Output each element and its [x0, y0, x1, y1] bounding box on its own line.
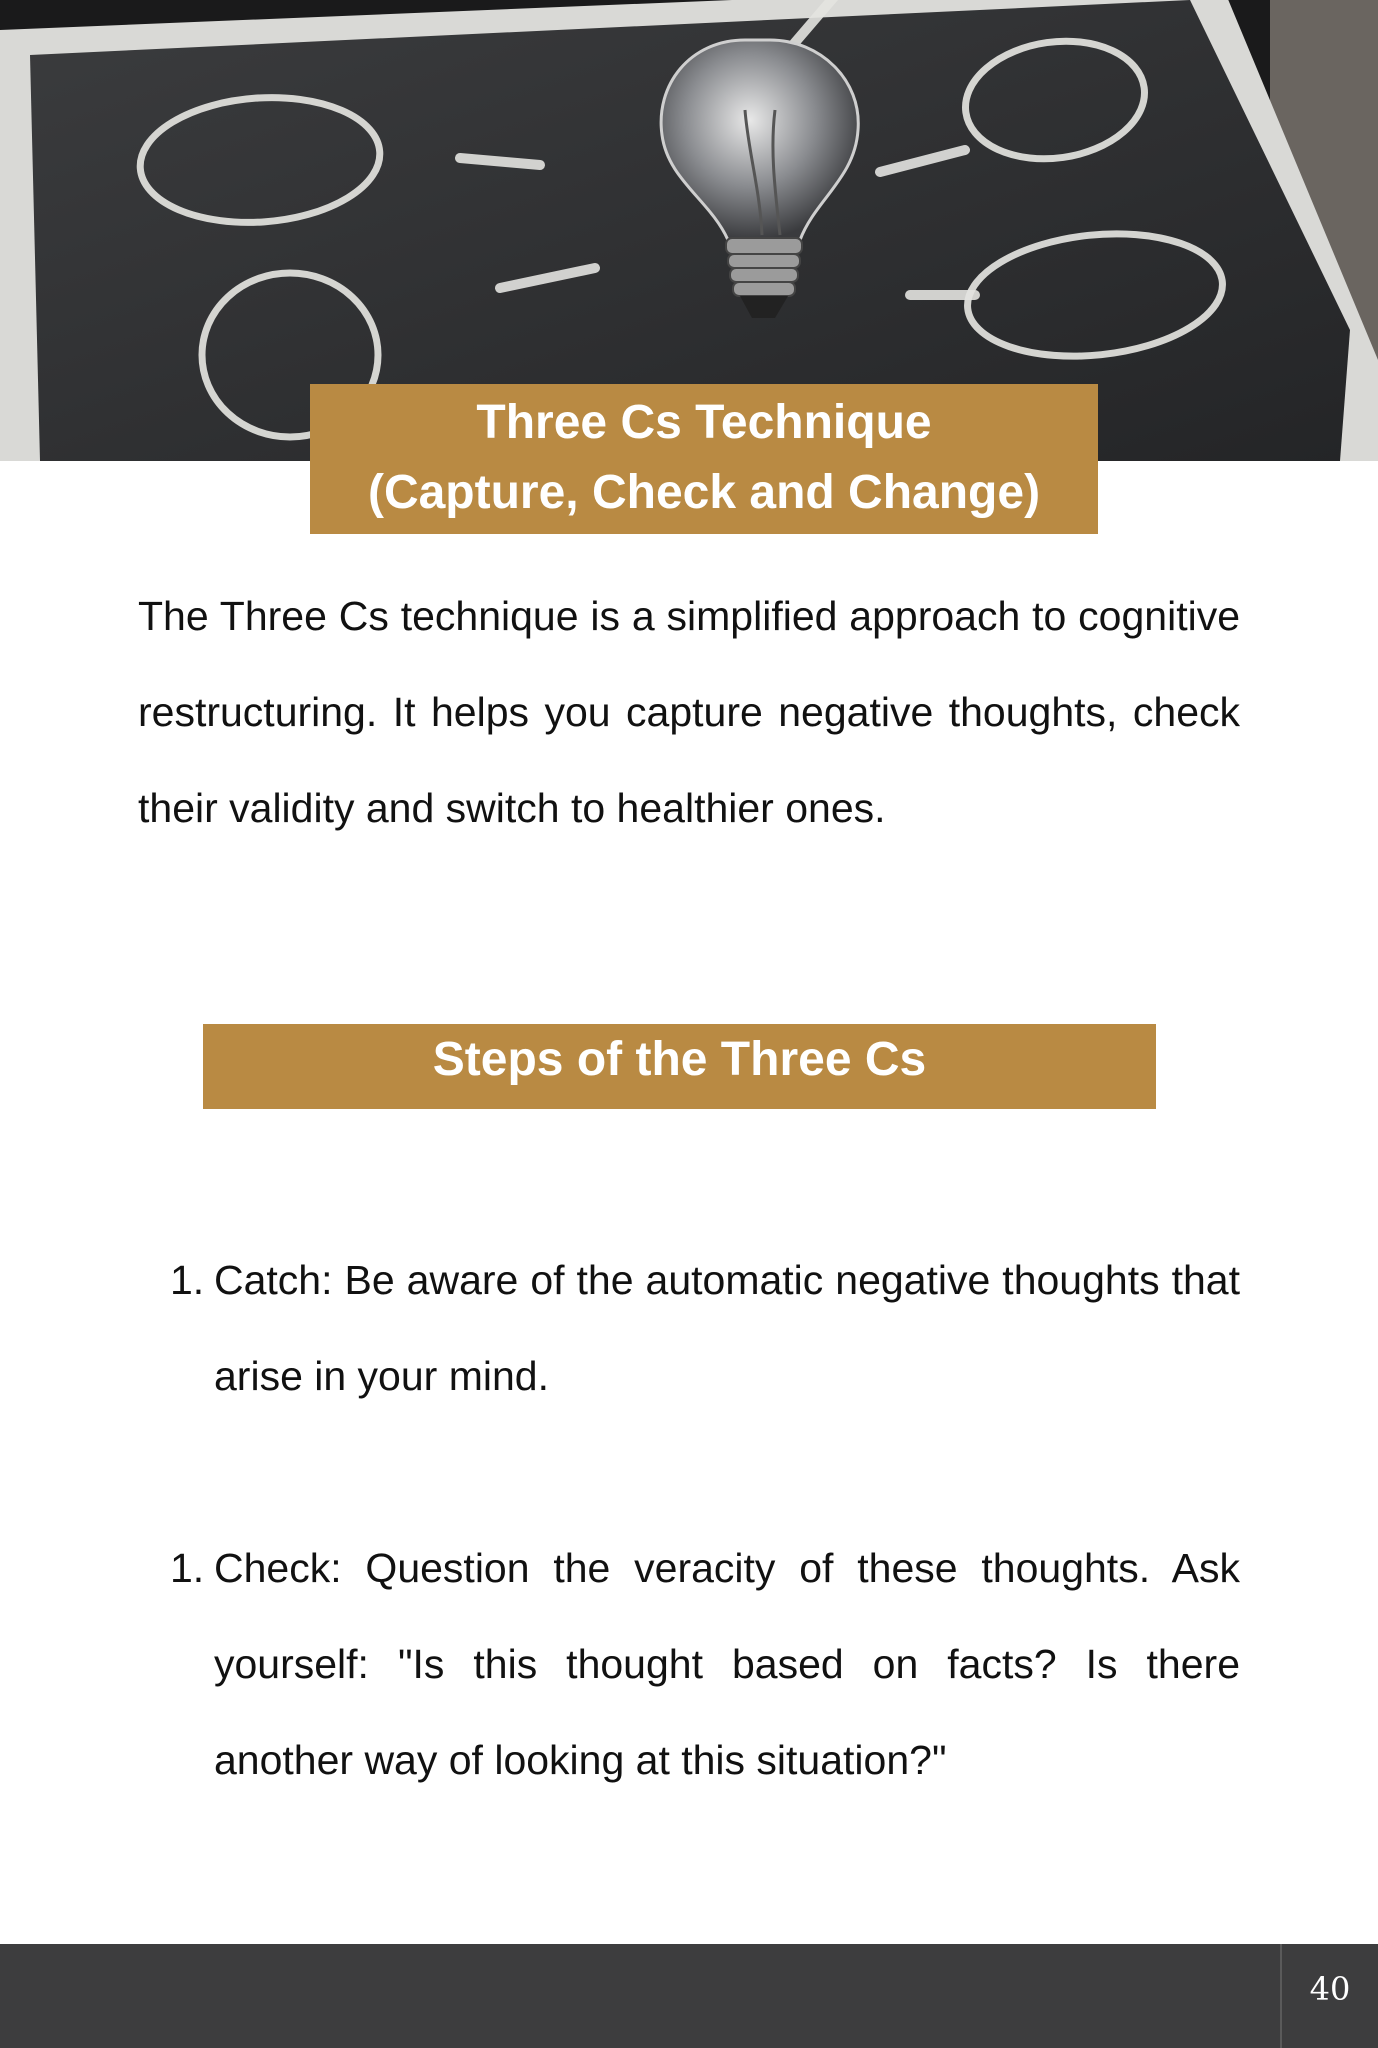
page-footer: [0, 1944, 1378, 2048]
intro-paragraph: The Three Cs technique is a simplified approach to cognitive restructuring. It helps you capture negative thoughts, check their validity and switch to healthier ones.: [138, 593, 1240, 831]
page-title-line-2: (Capture, Check and Change): [367, 466, 1041, 519]
page-title-line-1: Three Cs Technique: [476, 396, 932, 449]
list-item-number: 1.: [170, 1257, 205, 1303]
list-item: [170, 1232, 1240, 1424]
list-item: [170, 1520, 1240, 1808]
list-item-text: Catch: Be aware of the automatic negative thoughts that arise in your mind.: [214, 1257, 1240, 1399]
steps-heading: Steps of the Three Cs: [203, 1024, 1156, 1109]
list-item-text: Check: Question the veracity of these thoughts. Ask yourself: "Is this thought based on facts? Is there another way of looking at this situation?": [214, 1545, 1240, 1783]
page-title: [310, 384, 1098, 534]
page-number: 40: [1280, 1944, 1378, 2048]
list-item-number: 1.: [170, 1545, 205, 1591]
